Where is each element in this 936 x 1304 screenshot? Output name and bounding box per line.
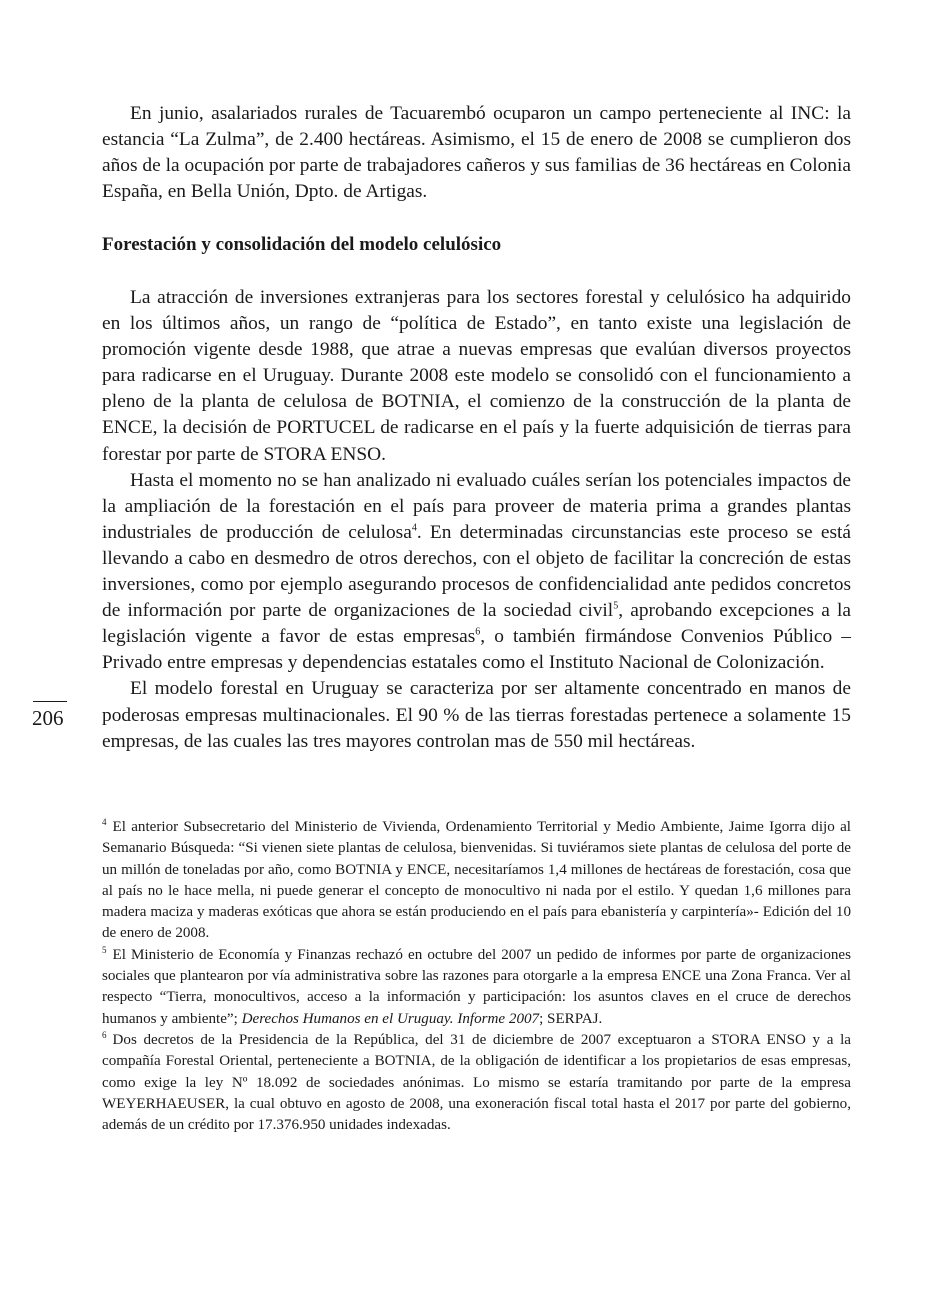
footnote-6: [102, 1030, 851, 1136]
footnote-4-text: El anterior Subsecretario del Ministerio de Vivienda, Ordenamiento Territorial y Medio Ambiente, Jaime Igorra dijo al Semanario Búsqueda: “Si vienen siete plantas de celulosa, bienvenidas. Si tuviéramos siete plantas de celulosa del porte de un millón de toneladas por año, como BOTNIA y ENCE, necesitaríamos 1,4 millones de hectáreas de forestación, cosa que al país no le hace mella, ni puede generar el concepto de monocultivo ni nada por el estilo. Y quedan 1,6 millones para madera maciza y maderas exóticas que ahora se están produciendo en el país para ebanistería y carpintería»- Edición del 10 de enero de 2008.: [102, 819, 851, 942]
footnote-5-italic-title: Derechos Humanos en el Uruguay. Informe 2007: [241, 1010, 540, 1027]
section-heading: Forestación y consolidación del modelo celulósico: [102, 234, 502, 255]
paragraph-impacts-text-a: Hasta el momento no se han analizado ni evaluado cuáles serían los potenciales impactos de la ampliación de la forestación en el país para proveer de materia prima a grandes plantas industriales de producción de celulosa: [102, 469, 851, 543]
footnote-ref-6: 6: [475, 626, 481, 638]
footnote-6-mark: 6: [102, 1029, 107, 1040]
intro-paragraph-block: [102, 101, 851, 205]
paragraph-impacts-text-b: . En determinadas circunstancias este proceso se está llevando a cabo en desmedro de otros derechos, con el objeto de facilitar la concreción de estas inversiones, como por ejemplo asegurando procesos de confidencialidad ante pedidos concretos de información por parte de organizaciones de la sociedad civil: [102, 521, 851, 622]
footnote-ref-5: 5: [613, 600, 619, 612]
footnote-5-mark: 5: [102, 944, 107, 955]
footnote-ref-4: 4: [411, 522, 417, 534]
page-number: 206: [32, 706, 64, 730]
footnote-5-tail: ; SERPAJ.: [539, 1010, 603, 1027]
paragraph-investment: La atracción de inversiones extranjeras para los sectores forestal y celulósico ha adquirido en los últimos años, un rango de “política de Estado”, en tanto existe una legislación de promoción vigente desde 1988, que atrae a nuevas empresas que evalúan diversos proyectos para radicarse en el Uruguay. Durante 2008 este modelo se consolidó con el funcionamiento a pleno de la planta de celulosa de BOTNIA, el comienzo de la construcción de la planta de ENCE, la decisión de PORTUCEL de radicarse en el país y la fuerte adquisición de tierras para forestar por parte de STORA ENSO.: [102, 287, 851, 465]
footnote-4: [102, 817, 851, 945]
footnotes: [102, 817, 851, 1136]
page-number-rule: [33, 701, 67, 702]
footnote-6-text: Dos decretos de la Presidencia de la República, del 31 de diciembre de 2007 exceptuaron a STORA ENSO y a la compañía Forestal Oriental, perteneciente a BOTNIA, de la obligación de identificar a los propietarios de esas empresas, como exige la ley Nº 18.092 de sociedades anónimas. Lo mismo se estaría tramitando por parte de la empresa WEYERHAEUSER, la cual obtuvo en agosto de 2008, una exoneración fiscal total hasta el 2017 por parte del gobierno, además de un crédito por 17.376.950 unidades indexadas.: [102, 1031, 851, 1134]
paragraph-impacts-text-c: , aprobando excepciones a la legislación vigente a favor de estas empresas: [102, 600, 851, 648]
intro-paragraph: En junio, asalariados rurales de Tacuarembó ocuparon un campo perteneciente al INC: la estancia “La Zulma”, de 2.400 hectáreas. Asimismo, el 15 de enero de 2008 se cumplieron dos años de la ocupación por parte de trabajadores cañeros y sus familias de 36 hectáreas en Colonia España, en Bella Unión, Dpto. de Artigas.: [102, 103, 851, 203]
paragraph-impacts-text-d: , o también firmándose Convenios Público – Privado entre empresas y dependencias estatales como el Instituto Nacional de Colonización.: [102, 626, 851, 674]
footnote-5: [102, 945, 851, 1030]
footnote-5-text: El Ministerio de Economía y Finanzas rechazó en octubre del 2007 un pedido de informes por parte de organizaciones sociales que plantearon por vía administrativa sobre las razones para otorgarle a la empresa ENCE una Zona Franca. Ver al respecto “Tierra, monocultivos, acceso a la información y participación: los asuntos claves en el cruce de derechos humanos y ambiente”;: [102, 946, 851, 1027]
footnote-4-mark: 4: [102, 816, 107, 827]
paragraph-concentration: El modelo forestal en Uruguay se caracteriza por ser altamente concentrado en manos de poderosas empresas multinacionales. El 90 % de las tierras forestadas pertenece a solamente 15 empresas, de las cuales las tres mayores controlan mas de 550 mil hectáreas.: [102, 678, 851, 752]
main-text-block: [102, 285, 851, 755]
paragraph-impacts: [102, 468, 851, 677]
